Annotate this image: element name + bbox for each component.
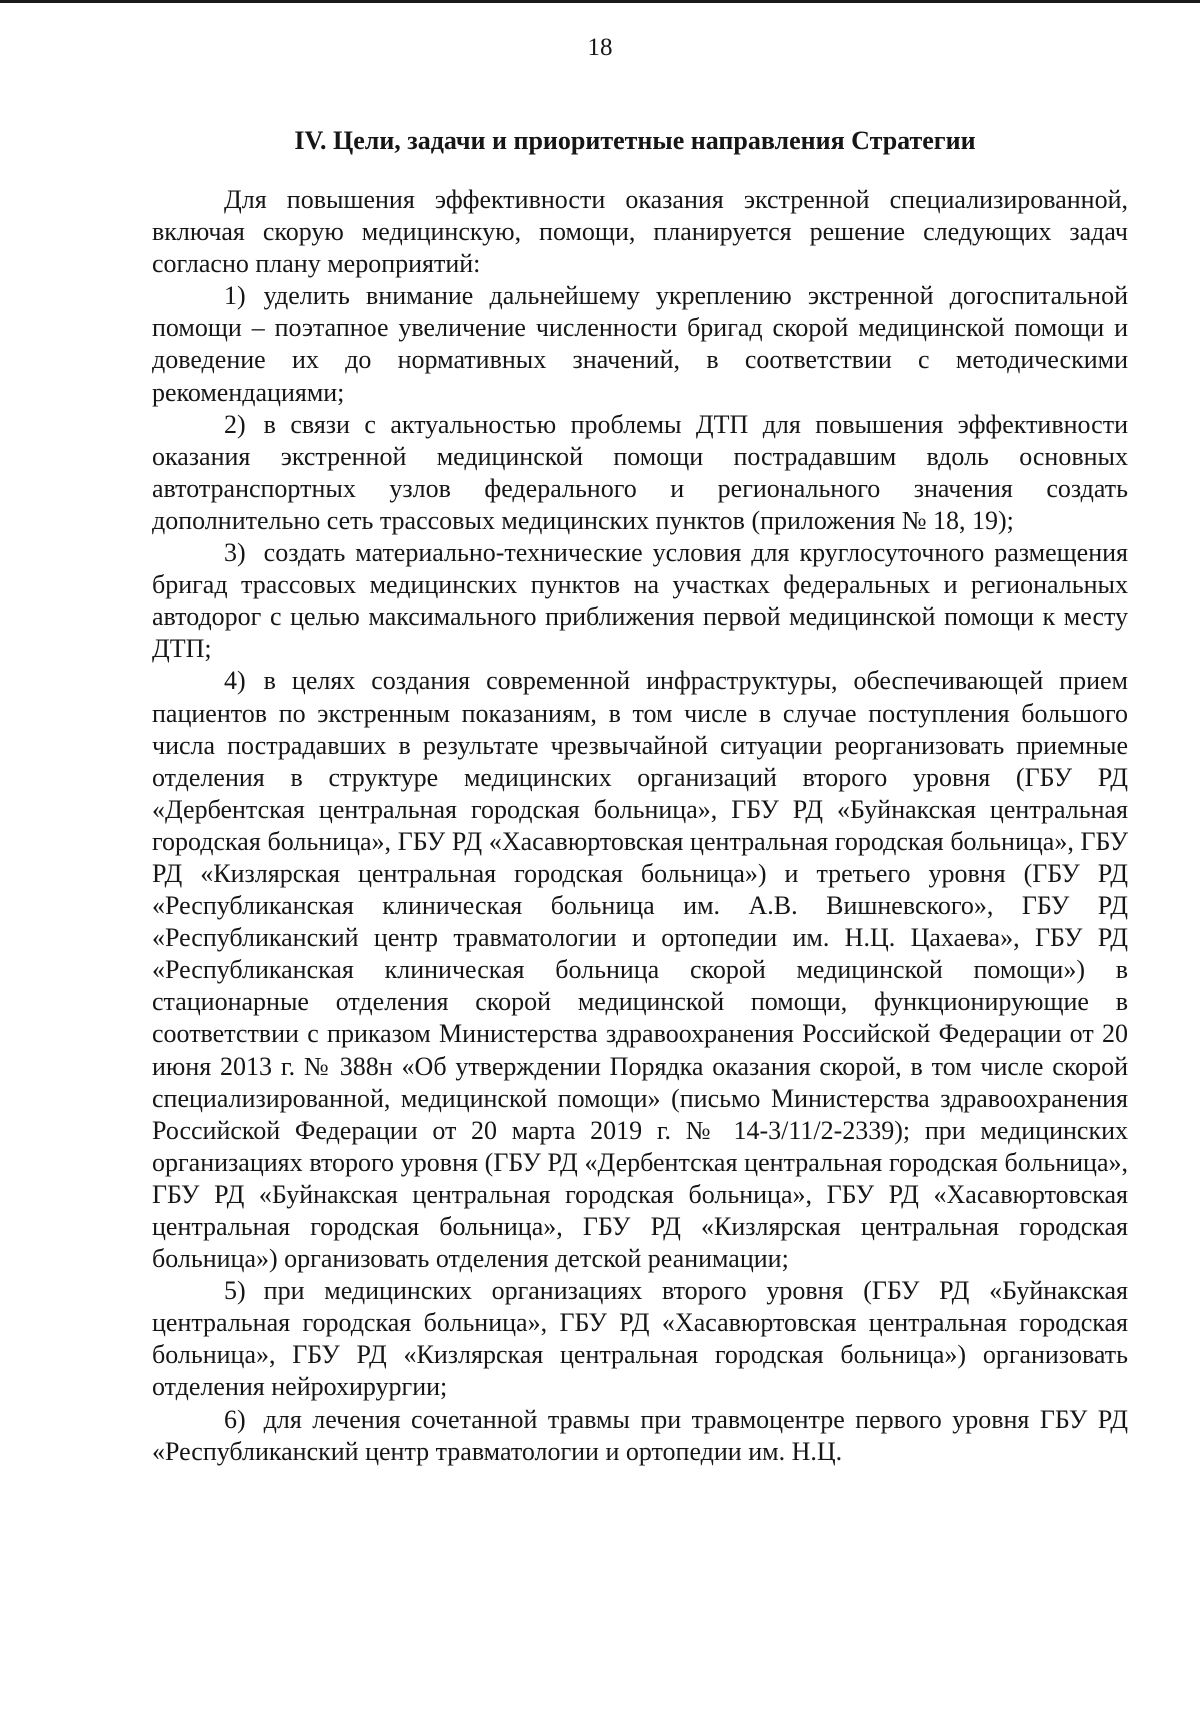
list-item-text: уделить внимание дальнейшему укреплению экстренной догоспитальной помощи – поэтапное увеличение численности бригад скорой медицинской помощи и доведение их до нормативных значений, в соответствии с методическими рекомендациями; [152,281,1128,407]
list-item-number: 6) [224,1404,246,1434]
list-item-number: 4) [224,666,246,696]
list-item-number: 1) [224,281,246,311]
list-item-1 [152,280,1128,408]
list-item-3 [152,537,1128,665]
list-item-2 [152,409,1128,537]
list-item-text: для лечения сочетанной травмы при травмоцентре первого уровня ГБУ РД «Республиканский центр травматологии и ортопедии им. Н.Ц. [152,1404,1128,1466]
section-heading: IV. Цели, задачи и приоритетные направления Стратегии [294,126,976,155]
document-body [152,184,1128,1468]
list-item-number: 5) [224,1276,246,1306]
list-item-4 [152,665,1128,1275]
list-item-5 [152,1275,1128,1403]
list-item-text: при медицинских организациях второго уровня (ГБУ РД «Буйнакская центральная городская больница», ГБУ РД «Хасавюртовская центральная городская больница», ГБУ РД «Кизлярская центральная городская больница») организовать отделения нейрохирургии; [152,1276,1128,1402]
intro-paragraph: Для повышения эффективности оказания экстренной специализированной, включая скорую медицинскую, помощи, планируется решение следующих задач согласно плану мероприятий: [152,185,1128,279]
list-item-number: 3) [224,538,246,568]
list-item-number: 2) [224,409,246,439]
list-item-text: в целях создания современной инфраструктуры, обеспечивающей прием пациентов по экстренным показаниям, в том числе в случае поступления большого числа пострадавших в результате чрезвычайной ситуации реорганизовать приемные отделения в структуре медицинских организаций второго уровня (ГБУ РД «Дербентская центральная городская больница», ГБУ РД «Буйнакская центральная городская больница», ГБУ РД «Хасавюртовская центральная городская больница», ГБУ РД «Кизлярская центральная городская больница») и третьего уровня (ГБУ РД «Республиканская клиническая больница им. А.В. Вишневского», ГБУ РД «Республиканский центр травматологии и ортопедии им. Н.Ц. Цахаева», ГБУ РД «Республиканская клиническая больница скорой медицинской помощи») в стационарные отделения скорой медицинской помощи, функционирующие в соответствии с приказом Министерства здравоохранения Российской Федерации от 20 июня 2013 г. № 388н «Об утверждении Порядка оказания скорой, в том числе скорой специализированной, медицинской помощи» (письмо Министерства здравоохранения Российской Федерации от 20 марта 2019 г. № 14-3/11/2-2339); при медицинских организациях второго уровня (ГБУ РД «Дербентская центральная городская больница», ГБУ РД «Буйнакская центральная городская больница», ГБУ РД «Хасавюртовская центральная городская больница», ГБУ РД «Кизлярская центральная городская больница») организовать отделения детской реанимации; [152,666,1128,1274]
list-item-text: в связи с актуальностью проблемы ДТП для повышения эффективности оказания экстренной медицинской помощи пострадавшим вдоль основных автотранспортных узлов федерального и регионального значения создать дополнительно сеть трассовых медицинских пунктов (приложения № 18, 19); [152,409,1128,535]
list-item-6 [152,1404,1128,1468]
list-item-text: создать материально-технические условия для круглосуточного размещения бригад трассовых медицинских пунктов на участках федеральных и региональных автодорог с целью максимального приближения первой медицинской помощи к месту ДТП; [152,538,1128,664]
page-number: 18 [587,34,613,61]
